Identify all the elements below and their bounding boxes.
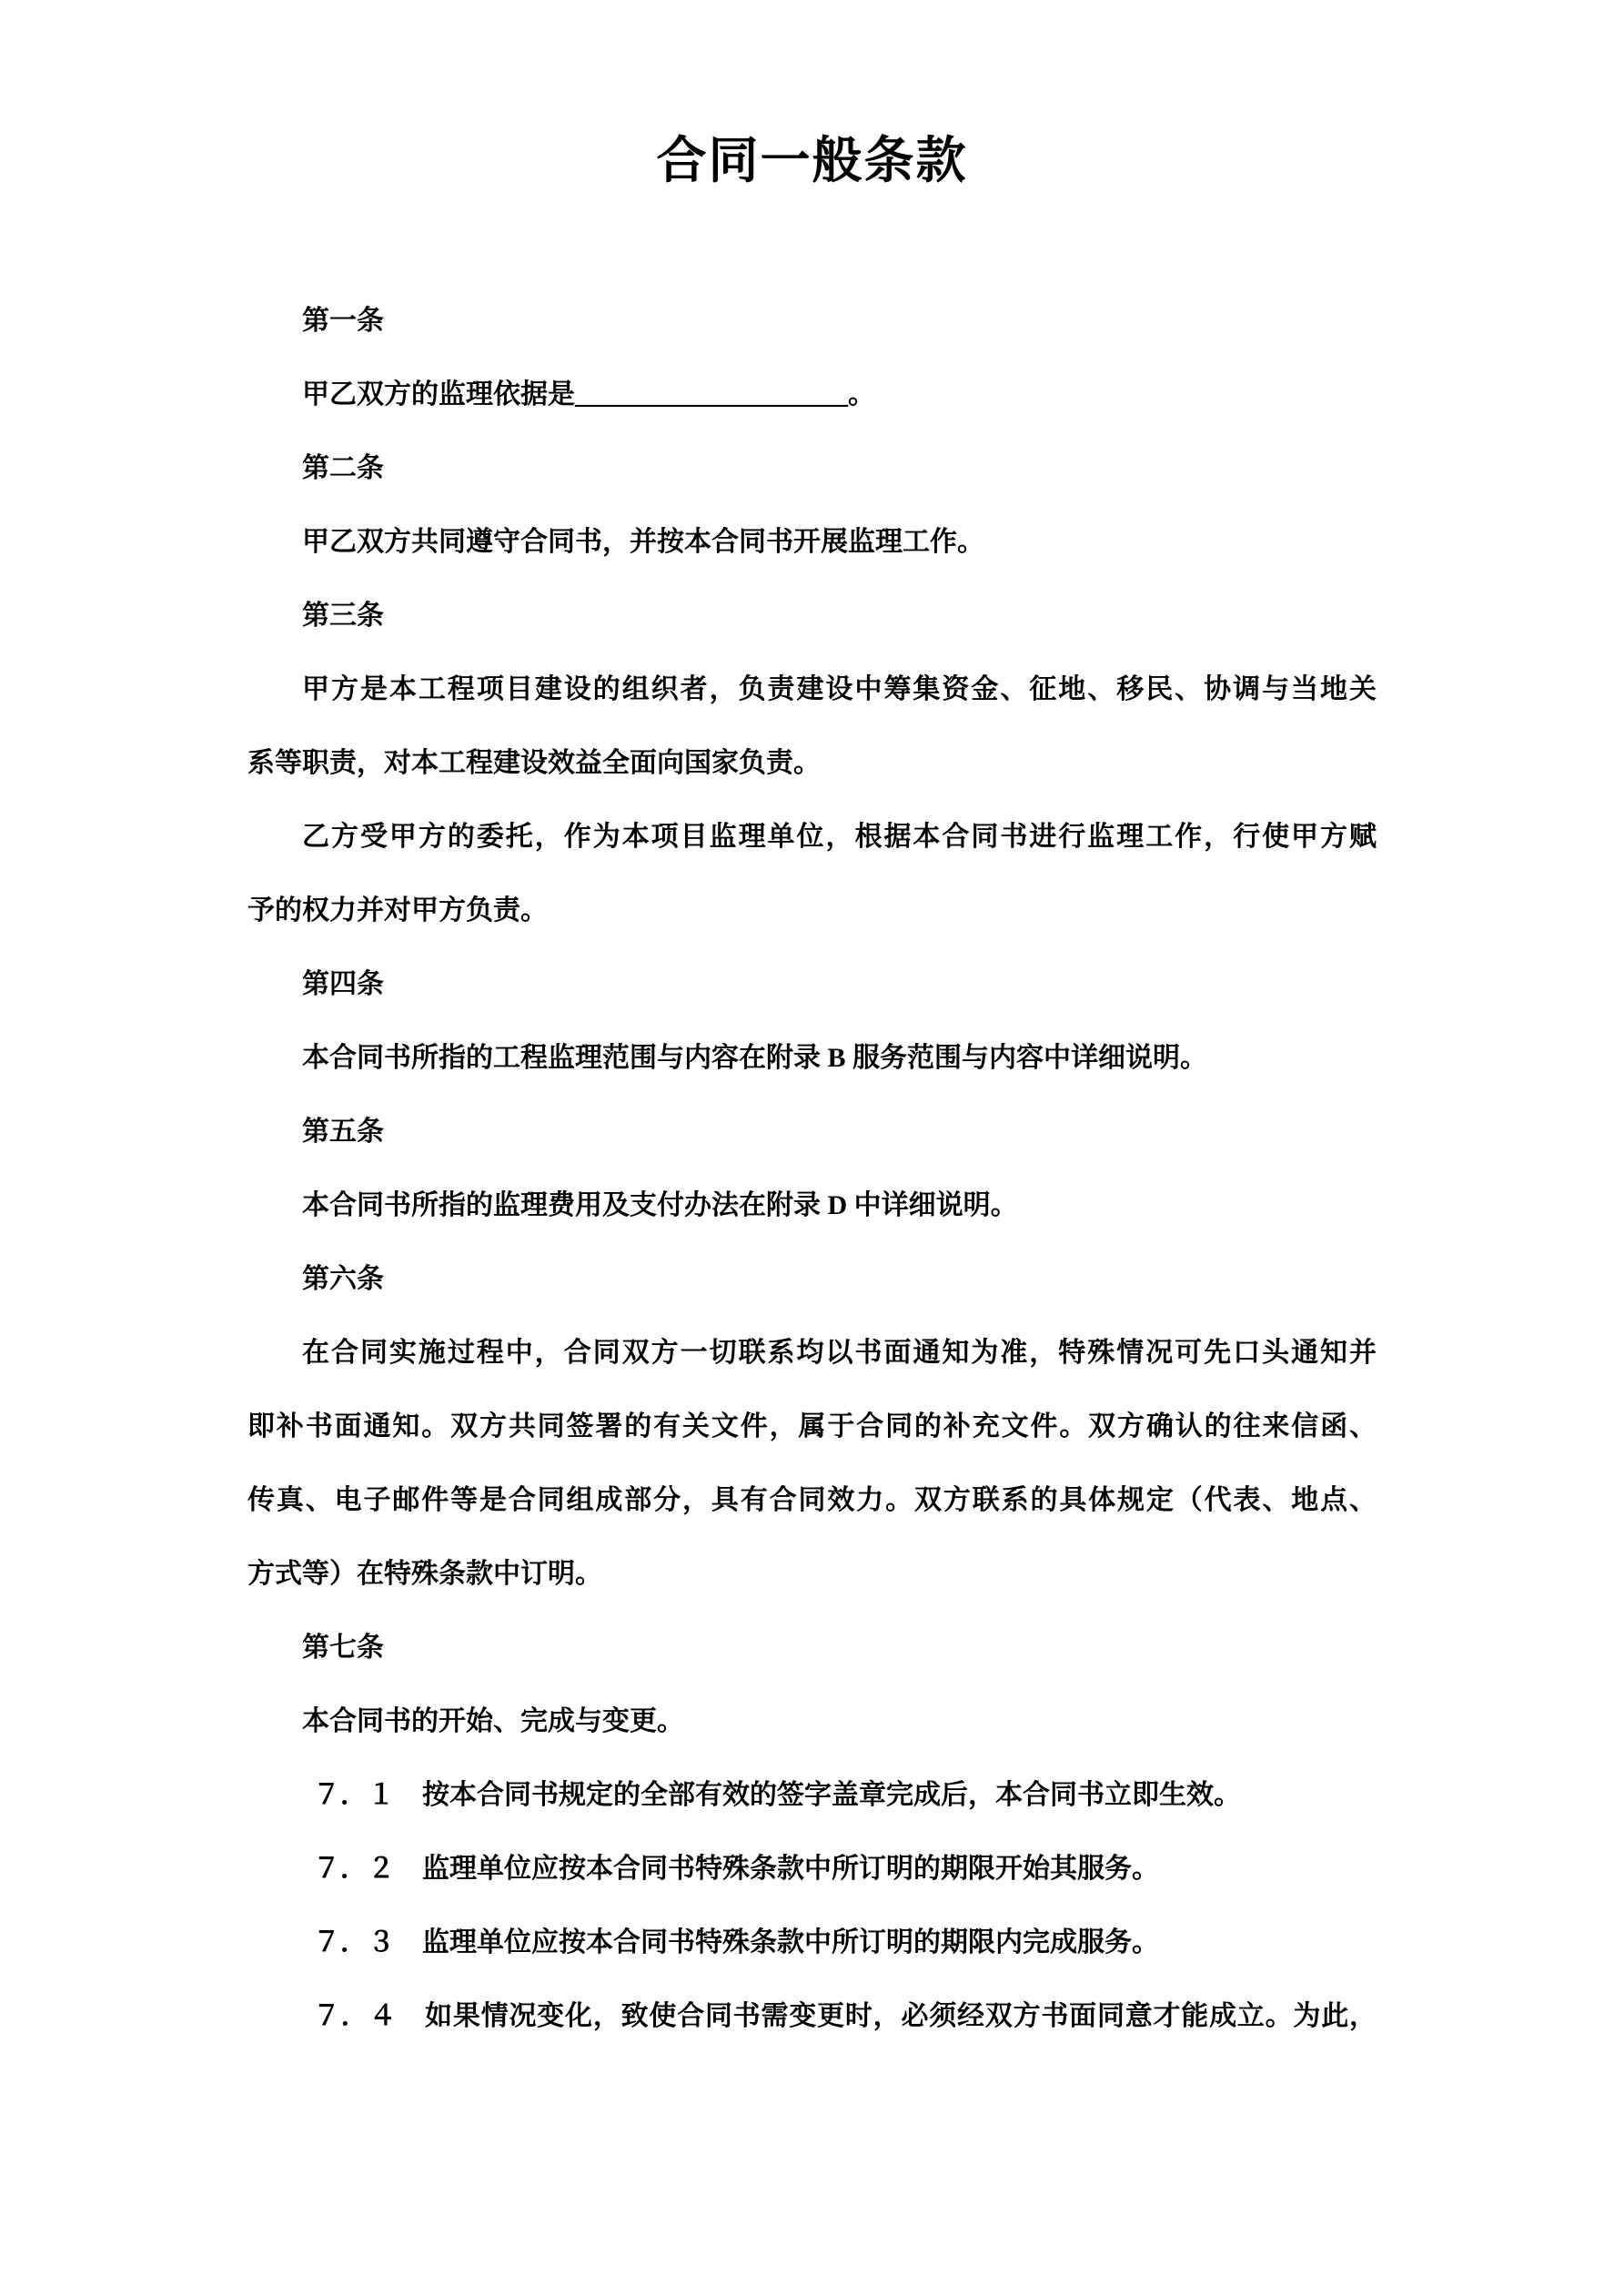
clause-line: ７．３ 监理单位应按本合同书特殊条款中所订明的期限内完成服务。	[313, 1927, 1159, 1957]
paragraph-line: 即补书面通知。双方共同签署的有关文件，属于合同的补充文件。双方确认的往来信函、	[247, 1411, 1377, 1441]
article-heading: 第七条	[302, 1633, 384, 1663]
paragraph-line: 本合同书所指的监理费用及支付办法在附录 D 中详细说明。	[302, 1190, 1018, 1220]
article-heading: 第五条	[302, 1117, 384, 1147]
article-heading: 第三条	[302, 601, 384, 631]
paragraph-line: 方式等）在特殊条款中订明。	[247, 1559, 602, 1589]
article-heading: 第二条	[302, 453, 384, 483]
clause-line: ７．１ 按本合同书规定的全部有效的签字盖章完成后，本合同书立即生效。	[313, 1780, 1241, 1810]
paragraph-line: 甲方是本工程项目建设的组织者，负责建设中筹集资金、征地、移民、协调与当地关	[302, 674, 1377, 704]
article-heading: 第一条	[302, 306, 384, 336]
clause-line: ７．４ 如果情况变化，致使合同书需变更时，必须经双方书面同意才能成立。为此，	[313, 2001, 1377, 2031]
clause-line: ７．２ 监理单位应按本合同书特殊条款中所订明的期限开始其服务。	[313, 1854, 1159, 1884]
paragraph-line: 甲乙双方共同遵守合同书，并按本合同书开展监理工作。	[302, 527, 984, 557]
paragraph-line: 在合同实施过程中，合同双方一切联系均以书面通知为准，特殊情况可先口头通知并	[302, 1338, 1377, 1368]
paragraph-line: 乙方受甲方的委托，作为本项目监理单位，根据本合同书进行监理工作，行使甲方赋	[302, 822, 1377, 852]
article-heading: 第六条	[302, 1264, 384, 1294]
article-heading: 第四条	[302, 969, 384, 999]
paragraph-line: 予的权力并对甲方负责。	[247, 895, 548, 925]
paragraph-line: 甲乙双方的监理依据是____________________。	[302, 379, 875, 410]
document-body	[247, 284, 1377, 2053]
document-title: 合同一般条款	[656, 133, 968, 188]
paragraph-line: 传真、电子邮件等是合同组成部分，具有合同效力。双方联系的具体规定（代表、地点、	[247, 1485, 1377, 1515]
paragraph-line: 系等职责，对本工程建设效益全面向国家负责。	[247, 748, 821, 778]
paragraph-line: 本合同书的开始、完成与变更。	[302, 1706, 684, 1736]
paragraph-line: 本合同书所指的工程监理范围与内容在附录 B 服务范围与内容中详细说明。	[302, 1043, 1208, 1073]
